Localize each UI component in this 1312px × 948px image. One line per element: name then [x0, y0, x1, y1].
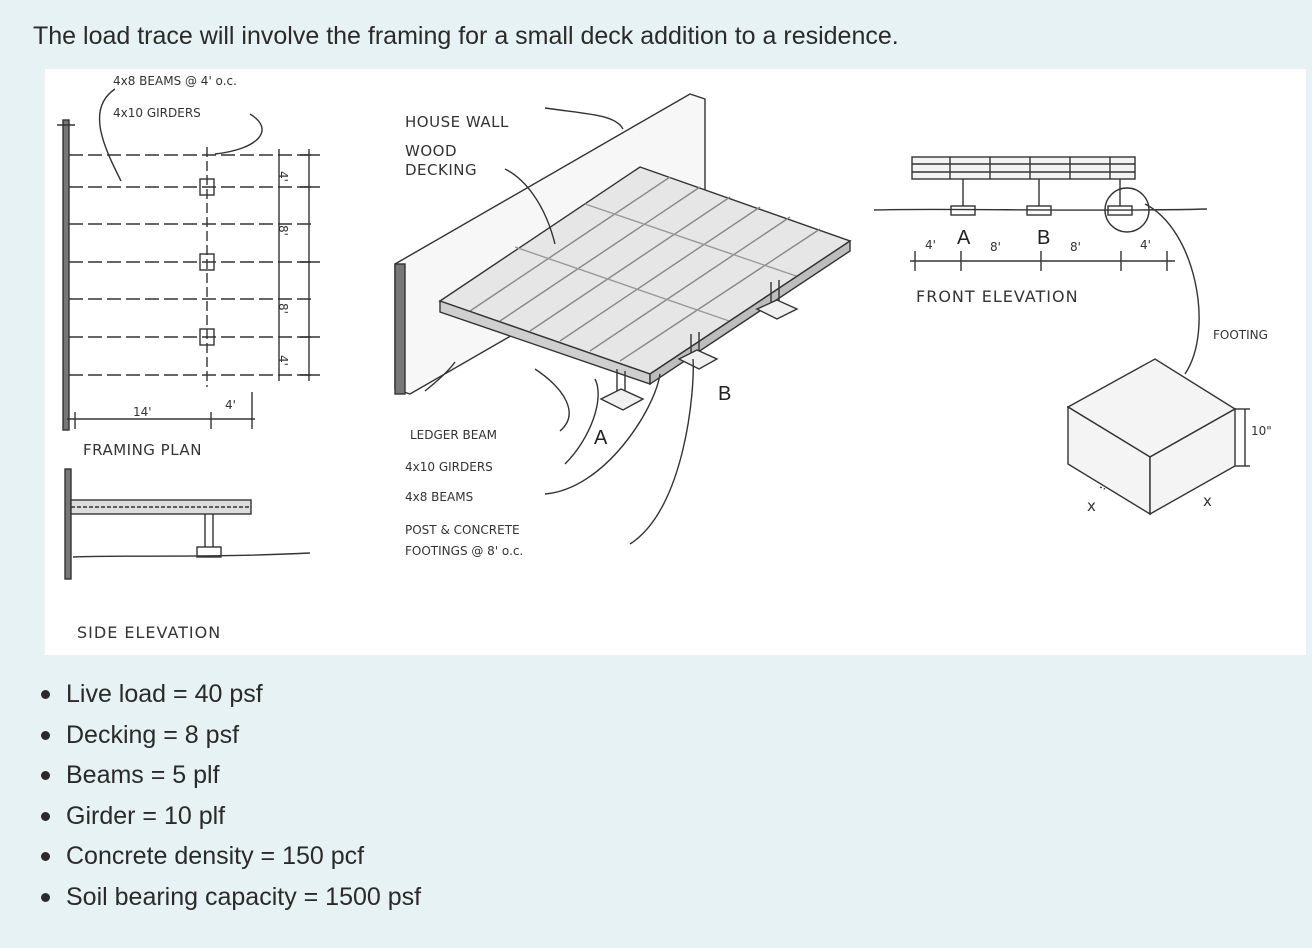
- plan-dim-v2: 8': [276, 225, 290, 236]
- deck-framing-figure: [45, 69, 1306, 655]
- house-wall-label: HOUSE WALL: [405, 113, 509, 131]
- girders-label: 4x10 GIRDERS: [405, 460, 493, 474]
- iso-label-b: B: [718, 383, 732, 405]
- load-text: Girder = 10 plf: [66, 801, 226, 830]
- plan-dim-4: 4': [225, 398, 236, 412]
- footing-block: [1068, 359, 1250, 514]
- load-item: [38, 674, 421, 715]
- front-elevation: [874, 157, 1207, 374]
- bullet-icon: [41, 690, 50, 699]
- load-item: [38, 877, 421, 918]
- load-text: Concrete density = 150 pcf: [66, 842, 365, 870]
- load-item: [38, 836, 421, 877]
- bullet-icon: [41, 812, 50, 821]
- iso-label-a: A: [594, 427, 608, 449]
- bullet-icon: [41, 771, 50, 780]
- girders-note: 4x10 GIRDERS: [113, 106, 201, 120]
- bullet-icon: [41, 893, 50, 902]
- wood-label: WOOD: [405, 142, 457, 160]
- front-dim-4: 4': [1140, 238, 1151, 252]
- front-dim-3: 8': [1070, 240, 1081, 254]
- side-elevation: [65, 469, 310, 579]
- intro-text: The load trace will involve the framing for a small deck addition to a residence.: [33, 22, 899, 50]
- framing-plan: [57, 89, 320, 430]
- footing-title: FOOTING: [1213, 328, 1268, 342]
- load-item: [38, 755, 421, 796]
- load-text: Beams = 5 plf: [66, 761, 220, 789]
- post-label-1: POST & CONCRETE: [405, 523, 520, 537]
- framing-plan-title: FRAMING PLAN: [83, 441, 202, 459]
- beams-note: 4x8 BEAMS @ 4' o.c.: [113, 74, 237, 88]
- plan-dim-v4: 4': [276, 355, 290, 366]
- load-item: [38, 796, 421, 837]
- side-elevation-title: SIDE ELEVATION: [77, 623, 222, 642]
- deck-drawing: [45, 69, 1306, 655]
- bullet-icon: [41, 852, 50, 861]
- front-dim-2: 8': [990, 240, 1001, 254]
- decking-label: DECKING: [405, 161, 478, 179]
- front-label-a: A: [957, 227, 971, 249]
- load-list: [38, 674, 421, 917]
- plan-dim-v1: 4': [276, 171, 290, 182]
- footing-x-1: x: [1087, 497, 1097, 515]
- ledger-label: LEDGER BEAM: [410, 428, 497, 442]
- load-text: Live load = 40 psf: [66, 680, 263, 708]
- front-dim-1: 4': [925, 238, 936, 252]
- plan-dim-v3: 8': [276, 303, 290, 314]
- beams-label: 4x8 BEAMS: [405, 490, 474, 504]
- plan-dim-14: 14': [133, 405, 152, 419]
- footing-x-2: x: [1203, 492, 1213, 510]
- load-text: Soil bearing capacity = 1500 psf: [66, 882, 422, 911]
- load-item: [38, 715, 421, 756]
- front-label-b: B: [1037, 227, 1051, 249]
- front-elevation-title: FRONT ELEVATION: [916, 287, 1079, 306]
- bullet-icon: [41, 731, 50, 740]
- load-text: Decking = 8 psf: [66, 720, 240, 749]
- footing-depth: 10": [1251, 424, 1272, 438]
- post-label-2: FOOTINGS @ 8' o.c.: [405, 544, 524, 558]
